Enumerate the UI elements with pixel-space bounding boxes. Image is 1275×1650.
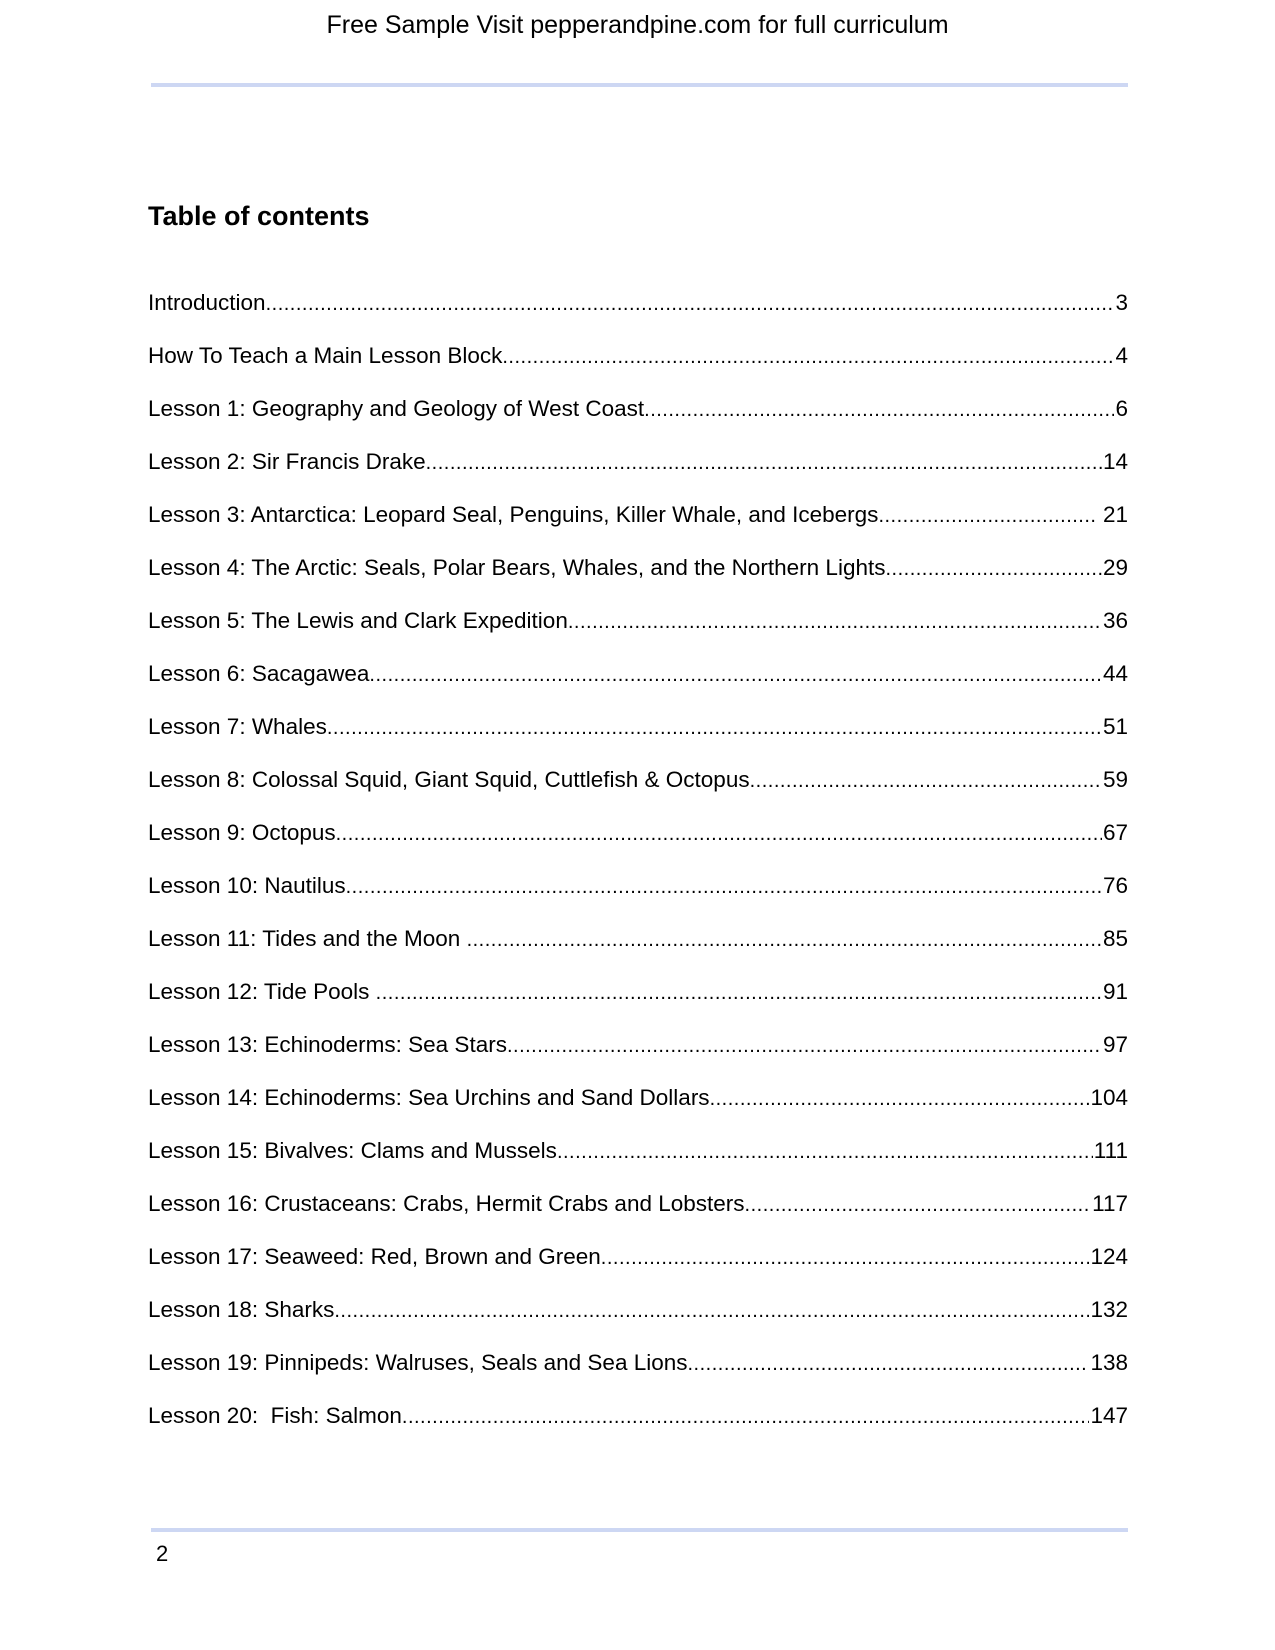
- toc-list: [148, 286, 1128, 1452]
- toc-entry-label: Lesson 3: Antarctica: Leopard Seal, Penguins, Killer Whale, and Icebergs: [148, 502, 879, 527]
- toc-entry-page: 6: [1115, 396, 1128, 421]
- dot-leader: [336, 817, 1102, 851]
- toc-entry-label: Lesson 8: Colossal Squid, Giant Squid, Cuttlefish & Octopus: [148, 767, 750, 792]
- toc-entry-page: 4: [1115, 343, 1128, 368]
- footer-divider: [151, 1528, 1128, 1532]
- toc-entry-lesson-4[interactable]: [148, 551, 1128, 604]
- toc-entry-page: 36: [1102, 608, 1128, 633]
- toc-entry-page: 147: [1090, 1403, 1128, 1428]
- dot-leader: [885, 552, 1102, 586]
- dot-leader: [688, 1347, 1090, 1381]
- toc-entry-page: 104: [1090, 1085, 1128, 1110]
- dot-leader: [327, 711, 1102, 745]
- toc-entry-label: Lesson 12: Tide Pools: [148, 979, 376, 1004]
- toc-entry-label: How To Teach a Main Lesson Block: [148, 343, 503, 368]
- dot-leader: [601, 1241, 1090, 1275]
- toc-entry-label: Lesson 5: The Lewis and Clark Expedition: [148, 608, 568, 633]
- toc-entry-label: Lesson 6: Sacagawea: [148, 661, 370, 686]
- toc-entry-label: Introduction: [148, 290, 266, 315]
- toc-entry-label: Lesson 13: Echinoderms: Sea Stars: [148, 1032, 507, 1057]
- toc-entry-lesson-2[interactable]: [148, 445, 1128, 498]
- toc-entry-lesson-15[interactable]: [148, 1134, 1128, 1187]
- toc-entry-lesson-16[interactable]: [148, 1187, 1128, 1240]
- toc-entry-page: 44: [1102, 661, 1128, 686]
- toc-entry-page: 97: [1102, 1032, 1128, 1057]
- page-number: 2: [156, 1541, 169, 1566]
- dot-leader: [467, 923, 1102, 957]
- toc-entry-label: Lesson 4: The Arctic: Seals, Polar Bears, Whales, and the Northern Lights: [148, 555, 886, 580]
- toc-entry-label: Lesson 14: Echinoderms: Sea Urchins and Sand Dollars: [148, 1085, 710, 1110]
- toc-entry-page: 14: [1102, 449, 1128, 474]
- toc-entry-page: 111: [1093, 1138, 1128, 1163]
- toc-entry-label: Lesson 20: Fish: Salmon: [148, 1403, 402, 1428]
- dot-leader: [710, 1082, 1090, 1116]
- dot-leader: [557, 1135, 1093, 1169]
- toc-entry-page: 51: [1102, 714, 1128, 739]
- dot-leader: [376, 976, 1102, 1010]
- toc-entry-introduction[interactable]: [148, 286, 1128, 339]
- toc-entry-lesson-18[interactable]: [148, 1293, 1128, 1346]
- toc-entry-page: 29: [1102, 555, 1128, 580]
- toc-entry-lesson-6[interactable]: [148, 657, 1128, 710]
- dot-leader: [502, 340, 1114, 374]
- toc-entry-lesson-19[interactable]: [148, 1346, 1128, 1399]
- toc-entry-page: 21: [1096, 502, 1128, 527]
- toc-entry-label: Lesson 16: Crustaceans: Crabs, Hermit Crabs and Lobsters: [148, 1191, 745, 1216]
- dot-leader: [745, 1188, 1092, 1222]
- toc-entry-lesson-10[interactable]: [148, 869, 1128, 922]
- toc-entry-page: 132: [1090, 1297, 1128, 1322]
- dot-leader: [750, 764, 1102, 798]
- toc-entry-lesson-11[interactable]: [148, 922, 1128, 975]
- toc-entry-label: Lesson 17: Seaweed: Red, Brown and Green: [148, 1244, 601, 1269]
- toc-entry-lesson-3[interactable]: [148, 498, 1128, 551]
- dot-leader: [568, 605, 1102, 639]
- toc-entry-lesson-8[interactable]: [148, 763, 1128, 816]
- dot-leader: [266, 287, 1115, 321]
- toc-title: Table of contents: [148, 201, 370, 231]
- toc-entry-lesson-5[interactable]: [148, 604, 1128, 657]
- toc-entry-lesson-14[interactable]: [148, 1081, 1128, 1134]
- toc-entry-label: Lesson 7: Whales: [148, 714, 327, 739]
- dot-leader: [507, 1029, 1102, 1063]
- toc-entry-label: Lesson 11: Tides and the Moon: [148, 926, 467, 951]
- toc-entry-page: 124: [1090, 1244, 1128, 1269]
- toc-entry-label: Lesson 9: Octopus: [148, 820, 336, 845]
- dot-leader: [346, 870, 1102, 904]
- toc-entry-page: 67: [1102, 820, 1128, 845]
- toc-entry-label: Lesson 1: Geography and Geology of West Coast: [148, 396, 645, 421]
- toc-entry-lesson-17[interactable]: [148, 1240, 1128, 1293]
- toc-entry-lesson-12[interactable]: [148, 975, 1128, 1028]
- toc-entry-lesson-7[interactable]: [148, 710, 1128, 763]
- page-header-text: Free Sample Visit pepperandpine.com for full curriculum: [326, 11, 949, 39]
- toc-entry-page: 76: [1102, 873, 1128, 898]
- toc-entry-how-to-teach[interactable]: [148, 339, 1128, 392]
- toc-entry-page: 138: [1090, 1350, 1128, 1375]
- toc-entry-lesson-1[interactable]: [148, 392, 1128, 445]
- toc-entry-page: 85: [1102, 926, 1128, 951]
- toc-entry-label: Lesson 10: Nautilus: [148, 873, 346, 898]
- toc-entry-lesson-20[interactable]: [148, 1399, 1128, 1452]
- dot-leader: [334, 1294, 1089, 1328]
- dot-leader: [369, 658, 1102, 692]
- toc-entry-lesson-13[interactable]: [148, 1028, 1128, 1081]
- dot-leader: [402, 1400, 1090, 1434]
- toc-entry-page: 59: [1102, 767, 1128, 792]
- toc-entry-label: Lesson 19: Pinnipeds: Walruses, Seals and Sea Lions: [148, 1350, 688, 1375]
- toc-entry-lesson-9[interactable]: [148, 816, 1128, 869]
- toc-entry-label: Lesson 2: Sir Francis Drake: [148, 449, 426, 474]
- toc-entry-label: Lesson 18: Sharks: [148, 1297, 335, 1322]
- dot-leader: [644, 393, 1114, 427]
- toc-entry-label: Lesson 15: Bivalves: Clams and Mussels: [148, 1138, 557, 1163]
- toc-entry-page: 3: [1115, 290, 1128, 315]
- dot-leader: [426, 446, 1102, 480]
- header-divider: [151, 83, 1128, 87]
- toc-entry-page: 91: [1102, 979, 1128, 1004]
- dot-leader: [878, 499, 1095, 533]
- toc-entry-page: 117: [1092, 1191, 1128, 1216]
